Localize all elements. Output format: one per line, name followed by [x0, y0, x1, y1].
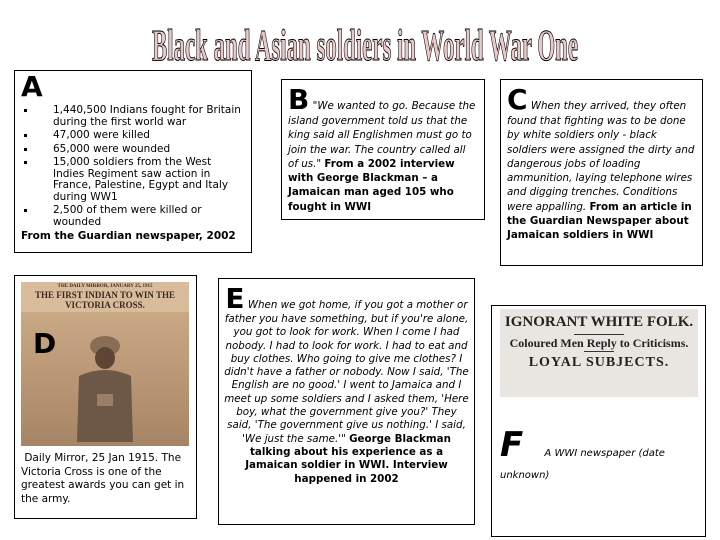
article-text: When they arrived, they often found that fighting was to be done by white soldiers only - black soldiers were assigned the dirty and dangerous jobs of loading ammunition, laying telephone wires and digging trenches. Conditions were appalling.: [507, 100, 695, 213]
headline: THE FIRST INDIAN TO WIN THE VICTORIA CROSS.: [35, 290, 175, 310]
source-letter: C: [507, 83, 528, 116]
newspaper-photo: [21, 282, 189, 446]
masthead: THE DAILY MIRROR, JANUARY 25, 1915: [57, 284, 153, 289]
headline: IGNORANT WHITE FOLK.: [504, 314, 694, 330]
source-letter: D: [33, 327, 57, 360]
list-item: 47,000 were killed: [21, 130, 245, 142]
source-attribution: From an article in the Guardian Newspaper about Jamaican soldiers in WWI: [507, 200, 692, 242]
source-f-box: [491, 305, 706, 537]
source-b-box: [281, 79, 485, 220]
divider: [584, 351, 614, 352]
source-d-box: [14, 275, 197, 519]
subheadline: Coloured Men Reply to Criticisms.: [509, 336, 689, 350]
soldier-figure: [73, 334, 137, 442]
page-title: [150, 18, 580, 68]
source-f-caption: [500, 425, 697, 487]
caption-text: The Victoria Cross is one of the greatest awards you can get in the army.: [21, 452, 185, 505]
statistics-list: [21, 105, 245, 228]
subheadline: LOYAL SUBJECTS.: [528, 355, 670, 370]
source-letter: A: [21, 70, 43, 103]
list-item: 65,000 were wounded: [21, 144, 245, 156]
source-letter: B: [288, 83, 310, 116]
newspaper-headline: [21, 282, 189, 312]
source-c-box: [500, 79, 703, 266]
list-item: 2,500 of them were killed or wounded: [21, 205, 245, 228]
divider: [574, 334, 624, 335]
photo-caption: [21, 452, 190, 506]
source-e-box: [218, 278, 475, 525]
title-wordart: [150, 18, 580, 68]
list-item: 1,440,500 Indians fought for Britain during the first world war: [21, 105, 245, 128]
source-attribution: From the Guardian newspaper, 2002: [21, 230, 236, 242]
caption-source: Daily Mirror, 25 Jan 1915.: [24, 452, 159, 464]
list-item: 15,000 soldiers from the West Indies Regiment saw action in France, Palestine, Egypt and Italy during WW1: [21, 157, 245, 203]
source-letter: E: [225, 282, 245, 315]
source-a-box: [14, 70, 252, 253]
title-text: Black and Asian soldiers in World War One: [152, 21, 578, 68]
source-attribution: George Blackman talking about his experience as a Jamaican soldier in WWI. Interview happened in 2002: [245, 432, 451, 485]
quote-text: "We wanted to go. Because the island government told us that the king said all Englishmen must go to join the war. The country called all of us.": [288, 100, 476, 170]
source-attribution: From a 2002 interview with George Blackman – a Jamaican man aged 105 who fought in WWI: [288, 157, 455, 213]
caption-text: A WWI newspaper (date unknown): [500, 448, 665, 481]
source-letter: F: [500, 425, 524, 465]
newspaper-clipping: [500, 309, 698, 397]
quote-text: When we got home, if you got a mother or father you have something, but if you're alone, you got to look for work. When I come I had nobody. I had to look for work. I had to eat and buy clothes. Who going to give me clothes? I didn't have a father or nobody. Now I said, 'The English are no good.' I went to Jamaica and I meet up some soldiers and I asked them, 'Here boy, what the government give you?' They said, 'The government give us nothing.' I said, 'We just the same.'": [224, 299, 469, 445]
